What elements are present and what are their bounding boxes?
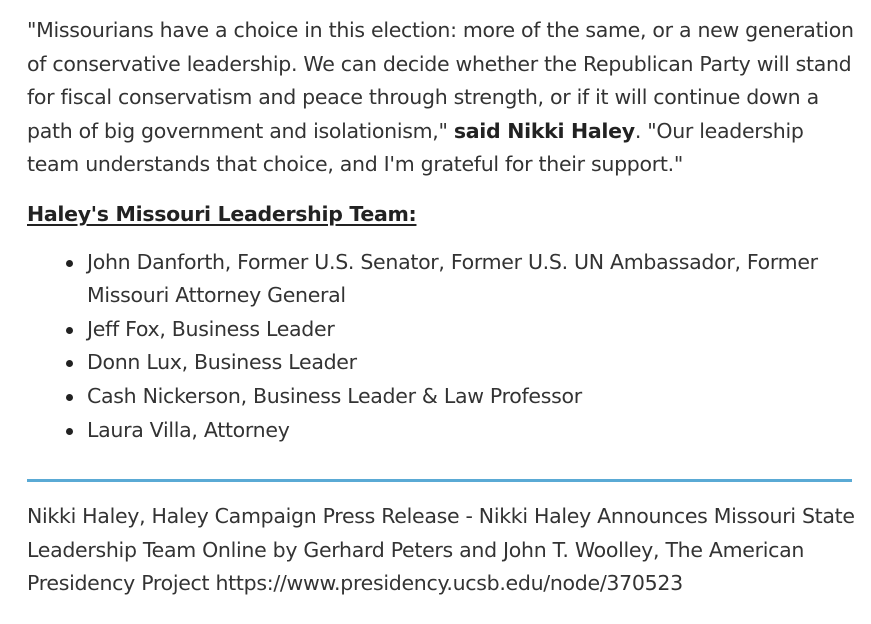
quote-attribution: said Nikki Haley <box>453 118 635 143</box>
bullet-icon <box>66 360 73 367</box>
member-text: Jeff Fox, Business Leader <box>87 316 335 341</box>
citation-divider <box>27 479 852 482</box>
quote-paragraph <box>27 14 855 182</box>
list-item <box>87 346 855 380</box>
quote-text: "Missourians have a choice in this election: more of the same, or a new generation of conservative leadership. We can decide whether the Republican Party will stand for fiscal conservatism and peace through strength, or if it will continue down a path of big government and isolationism," <box>27 18 854 143</box>
list-item <box>87 380 855 414</box>
bullet-icon <box>66 394 73 401</box>
leadership-team-list <box>27 246 855 448</box>
bullet-icon <box>66 428 73 435</box>
bullet-icon <box>66 260 73 267</box>
member-text: Cash Nickerson, Business Leader & Law Professor <box>87 383 582 408</box>
citation-text: Nikki Haley, Haley Campaign Press Release - Nikki Haley Announces Missouri State Leadership Team Online by Gerhard Peters and John T. Woolley, The American Presidency Project https://www.presidency.ucsb.edu/node/370523 <box>27 504 855 596</box>
bullet-icon <box>66 327 73 334</box>
leadership-team-heading: Haley's Missouri Leadership Team: <box>27 201 417 226</box>
member-text: Laura Villa, Attorney <box>87 417 290 442</box>
member-text: John Danforth, Former U.S. Senator, Former U.S. UN Ambassador, Former Missouri Attorney General <box>87 249 818 308</box>
member-text: Donn Lux, Business Leader <box>87 350 357 375</box>
list-item <box>87 313 855 347</box>
list-item <box>87 246 855 313</box>
quote-text-end: . "Our leadership team understands that choice, and I'm grateful for their support." <box>27 118 804 177</box>
list-item <box>87 414 855 448</box>
